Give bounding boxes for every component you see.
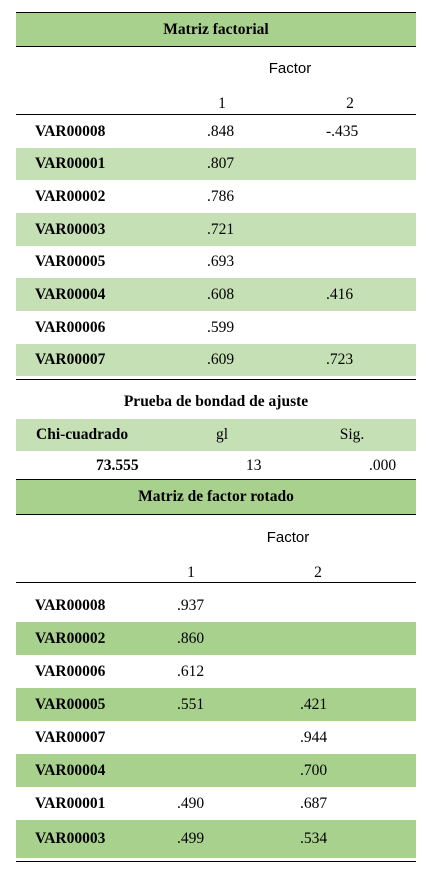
row-label: VAR00004 xyxy=(35,286,106,303)
table1-title: Matriz factorial xyxy=(163,21,269,38)
table2-factor-header: Factor xyxy=(266,529,310,546)
factor2-value: -.435 xyxy=(326,123,359,140)
table1-col2-header: 2 xyxy=(346,95,354,112)
goodness-chi-value: 73.555 xyxy=(96,457,139,474)
goodness-sig-value: .000 xyxy=(369,457,397,474)
factor2-value: .534 xyxy=(300,830,328,847)
table1-title-rule xyxy=(16,46,416,47)
factor1-value: .693 xyxy=(207,253,235,270)
factor1-value: .612 xyxy=(177,663,205,680)
factor1-value: .807 xyxy=(207,155,235,172)
row-label: VAR00004 xyxy=(35,762,106,779)
table2-col2-header: 2 xyxy=(314,564,322,581)
factor1-value: .490 xyxy=(177,795,205,812)
factor1-value: .499 xyxy=(177,830,205,847)
row-label: VAR00003 xyxy=(35,830,106,847)
factor1-value: .608 xyxy=(207,286,235,303)
table2-bottom-rule xyxy=(16,861,416,862)
goodness-chi-header: Chi-cuadrado xyxy=(36,426,129,443)
factor2-value: .723 xyxy=(326,351,354,368)
factor1-value: .848 xyxy=(207,123,235,140)
row-label: VAR00005 xyxy=(35,696,106,713)
row-label: VAR00007 xyxy=(35,729,106,746)
row-label: VAR00007 xyxy=(35,351,106,368)
factor2-value: .421 xyxy=(300,696,328,713)
table1-bottom-rule xyxy=(16,379,416,380)
row-label: VAR00005 xyxy=(35,253,106,270)
row-label: VAR00003 xyxy=(35,221,106,238)
row-label: VAR00006 xyxy=(35,319,106,336)
goodness-gl-value: 13 xyxy=(246,457,262,474)
factor2-value: .700 xyxy=(300,762,328,779)
table1-factor-header: Factor xyxy=(268,60,312,77)
factor2-value: .687 xyxy=(300,795,328,812)
table1-col1-header: 1 xyxy=(218,95,226,112)
table2-col1-header: 1 xyxy=(187,564,195,581)
row-label: VAR00002 xyxy=(35,188,106,205)
table2-title-rule xyxy=(16,514,416,515)
factor1-value: .937 xyxy=(177,597,205,614)
factor1-value: .551 xyxy=(177,696,205,713)
row-label: VAR00001 xyxy=(35,155,106,172)
table2-title: Matriz de factor rotado xyxy=(138,488,294,505)
factor2-value: .944 xyxy=(300,729,328,746)
factor1-value: .599 xyxy=(207,319,235,336)
factor1-value: .721 xyxy=(207,221,235,238)
table2-header-rule xyxy=(16,582,416,583)
row-label: VAR00006 xyxy=(35,663,106,680)
factor1-value: .860 xyxy=(177,630,205,647)
factor2-value: .416 xyxy=(326,286,354,303)
row-label: VAR00001 xyxy=(35,795,106,812)
row-label: VAR00002 xyxy=(35,630,106,647)
goodness-title: Prueba de bondad de ajuste xyxy=(123,393,309,410)
row-label: VAR00008 xyxy=(35,597,106,614)
factor1-value: .786 xyxy=(207,188,235,205)
row-label: VAR00008 xyxy=(35,123,106,140)
goodness-gl-header: gl xyxy=(215,426,229,443)
factor1-value: .609 xyxy=(207,351,235,368)
goodness-sig-header: Sig. xyxy=(339,426,365,443)
